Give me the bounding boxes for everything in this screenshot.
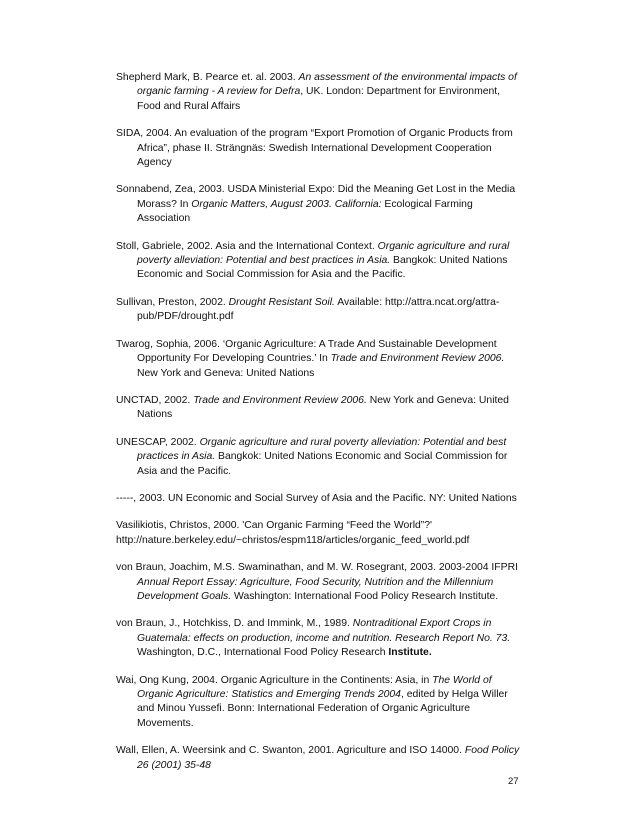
reference-entry: [116, 296, 526, 325]
reference-text: von Braun, J., Hotchkiss, D. and Immink, M., 1989.: [116, 618, 353, 630]
reference-text: Institute.: [388, 647, 432, 659]
reference-text: Ecological Farming Association: [137, 198, 473, 225]
reference-text: SIDA, 2004. An evaluation of the program “Export Promotion of Organic Products from Africa”, phase II. Strängnäs: Swedish International Development Cooperation Agency: [116, 128, 513, 169]
reference-title: Nontraditional Export Crops in Guatemala: effects on production, income and nutrition. Research Report No. 73.: [137, 618, 511, 644]
reference-title: Organic agriculture and rural poverty alleviation: Potential and best practices in Asia.: [137, 436, 507, 463]
reference-title: Food Policy 26 (2001) 35-48: [137, 745, 520, 771]
reference-text: Wall, Ellen, A. Weersink and C. Swanton, 2001. Agriculture and ISO 14000.: [116, 745, 465, 757]
reference-entry: [116, 519, 526, 548]
reference-entry: [116, 561, 526, 604]
reference-entry: [116, 436, 526, 479]
reference-title: Trade and Environment Review 2006.: [193, 394, 367, 406]
reference-list: [116, 71, 526, 786]
reference-text: Twarog, Sophia, 2006. ‘Organic Agriculture: A Trade And Sustainable Development Opportunity For Developing Countries.’ In: [116, 338, 497, 365]
reference-text: New York and Geneva: United Nations: [137, 367, 315, 379]
reference-text: Available: http://attra.ncat.org/attra-pub/PDF/drought.pdf: [137, 296, 500, 323]
reference-text: New York and Geneva: United Nations: [137, 394, 509, 421]
reference-text: , edited by Helga Willer and Minou Yussefi. Bonn: International Federation of Organic Agriculture Movements.: [137, 689, 508, 729]
reference-title: Organic agriculture and rural poverty alleviation: Potential and best practices in Asia.: [137, 240, 510, 267]
reference-title: An assessment of the environmental impacts of organic farming - A review for Defra: [137, 72, 517, 98]
reference-title: Trade and Environment Review 2006.: [330, 353, 505, 365]
reference-entry: [116, 71, 526, 114]
reference-entry: [116, 744, 526, 773]
page-number: 27: [508, 776, 519, 787]
reference-text: Washington, D.C., International Food Policy Research: [137, 647, 389, 659]
reference-entry: [116, 674, 526, 732]
reference-text: Sonnabend, Zea, 2003. USDA Ministerial Expo: Did the Meaning Get Lost in the Media Morass? In: [116, 184, 516, 210]
reference-entry: [116, 183, 526, 226]
reference-entry: [116, 492, 526, 506]
reference-text: Bangkok: United Nations Economic and Social Commission for Asia and the Pacific.: [137, 451, 508, 477]
reference-text: -----, 2003. UN Economic and Social Survey of Asia and the Pacific. NY: United Nations: [116, 492, 517, 504]
reference-entry: [116, 617, 526, 660]
reference-text: , UK. London: Department for Environment, Food and Rural Affairs: [137, 86, 501, 112]
reference-text: Vasilikiotis, Christos, 2000. 'Can Organic Farming “Feed the World”?' http://nature.berkeley.edu/~christos/espm118/articles/organic_feed_world.pdf: [116, 520, 470, 546]
reference-title: The World of Organic Agriculture: Statistics and Emerging Trends 2004: [137, 674, 492, 700]
reference-text: von Braun, Joachim, M.S. Swaminathan, and M. W. Rosegrant, 2003. 2003-2004 IFPRI: [116, 562, 518, 574]
reference-entry: [116, 127, 526, 170]
reference-entry: [116, 394, 526, 423]
reference-text: Sullivan, Preston, 2002.: [116, 296, 229, 308]
reference-text: Stoll, Gabriele, 2002. Asia and the International Context.: [116, 240, 378, 252]
reference-entry: [116, 240, 526, 283]
reference-text: UNESCAP, 2002.: [116, 436, 200, 448]
reference-text: Wai, Ong Kung, 2004. Organic Agriculture in the Continents: Asia, in: [116, 674, 433, 686]
reference-title: Annual Report Essay: Agriculture, Food Security, Nutrition and the Millennium Development Goals.: [137, 576, 494, 602]
reference-entry: [116, 338, 526, 381]
reference-text: Bangkok: United Nations Economic and Social Commission for Asia and the Pacific.: [137, 255, 508, 281]
reference-title: Drought Resistant Soil.: [228, 296, 335, 308]
reference-text: Shepherd Mark, B. Pearce et. al. 2003.: [116, 72, 299, 83]
reference-title: Organic Matters, August 2003. California:: [191, 198, 382, 210]
reference-text: Washington: International Food Policy Research Institute.: [231, 590, 499, 602]
reference-text: UNCTAD, 2002.: [116, 394, 194, 406]
